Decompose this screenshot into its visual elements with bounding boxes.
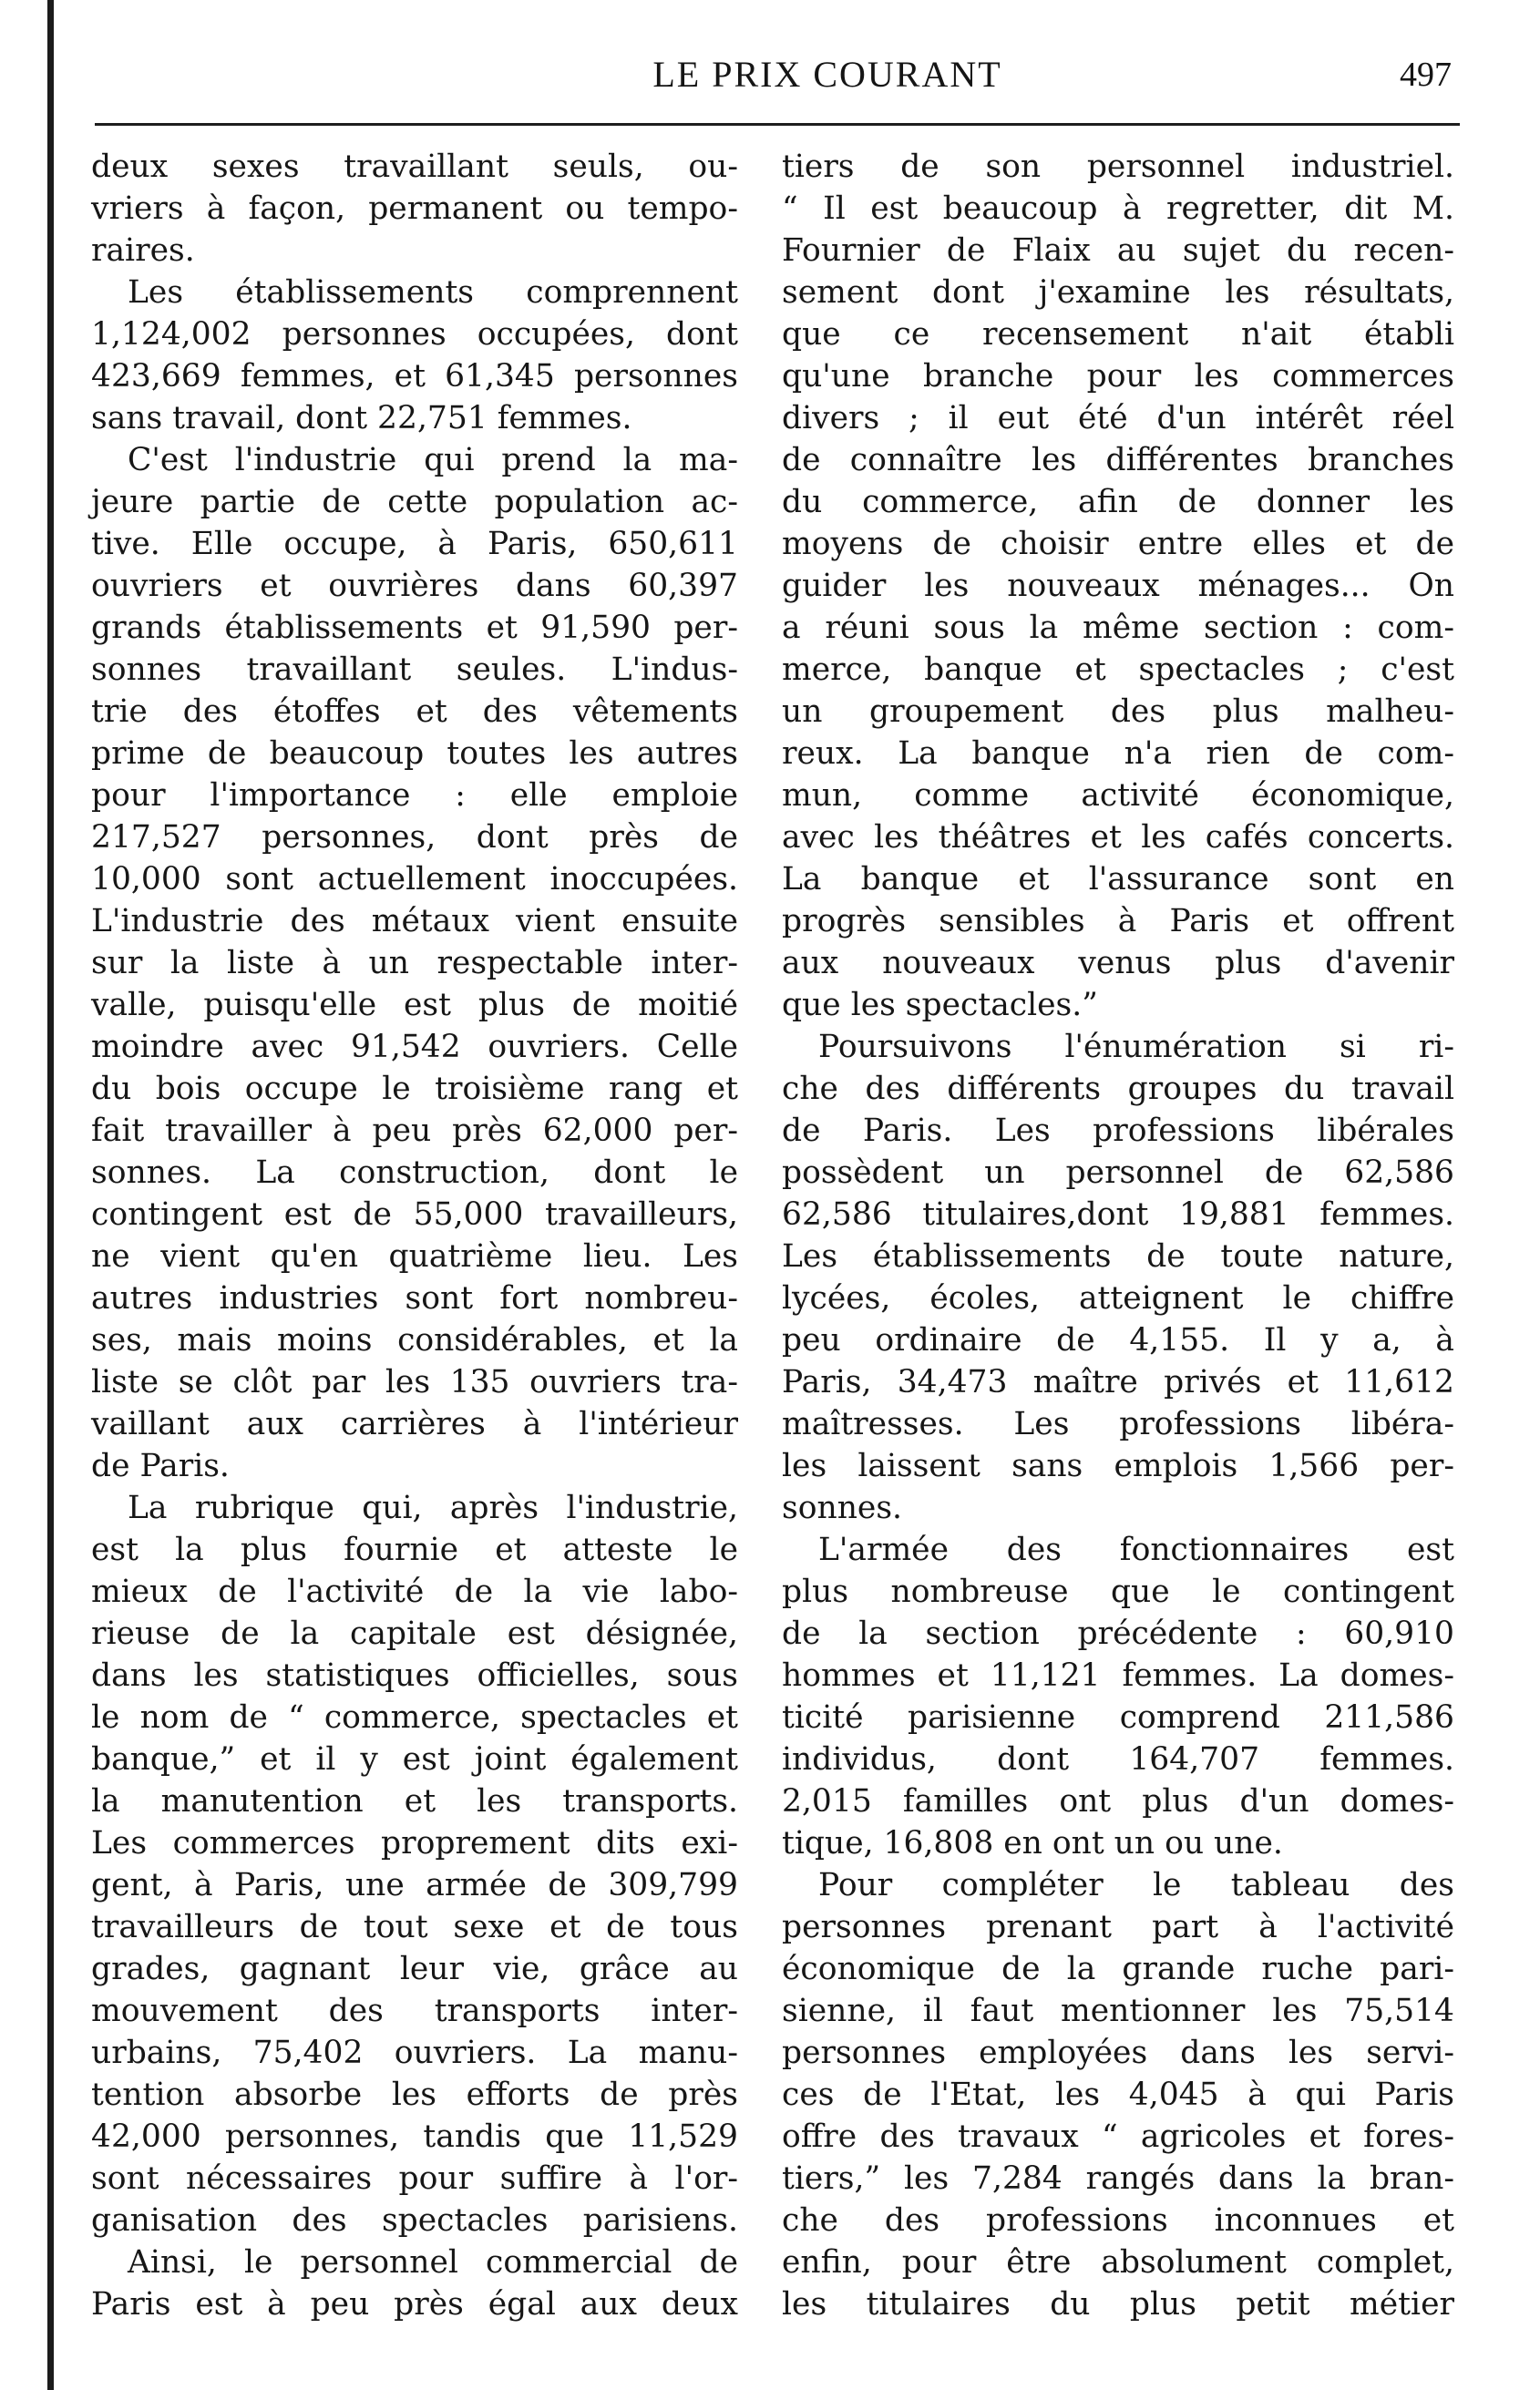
text-line: lycées, écoles, atteignent le chiffre: [782, 1280, 1454, 1317]
text-line: La rubrique qui, après l'industrie,: [128, 1490, 738, 1526]
binding-edge-line: [47, 0, 54, 2390]
page-number: 497: [1400, 56, 1452, 94]
text-line: merce, banque et spectacles ; c'est: [782, 651, 1454, 688]
text-line: offre des travaux “ agricoles et fores-: [782, 2118, 1454, 2155]
text-line: tive. Elle occupe, à Paris, 650,611: [91, 526, 738, 562]
text-line: la manutention et les transports.: [91, 1783, 738, 1820]
running-title: LE PRIX COURANT: [652, 54, 1002, 95]
text-line: Poursuivons l'énumération si ri-: [818, 1029, 1454, 1065]
text-line: individus, dont 164,707 femmes.: [782, 1741, 1454, 1778]
text-line: che des professions inconnues et: [782, 2202, 1454, 2239]
text-line: Paris est à peu près égal aux deux: [91, 2286, 738, 2323]
text-line: 217,527 personnes, dont près de: [91, 819, 738, 856]
text-line: pour l'importance : elle emploie: [91, 777, 738, 814]
text-line: “ Il est beaucoup à regretter, dit M.: [782, 190, 1454, 227]
text-line: plus nombreuse que le contingent: [782, 1574, 1454, 1610]
text-line: liste se clôt par les 135 ouvriers tra-: [91, 1364, 738, 1400]
text-line: ticité parisienne comprend 211,586: [782, 1699, 1454, 1736]
text-line: tiers,” les 7,284 rangés dans la bran-: [782, 2160, 1454, 2197]
text-line: maîtresses. Les professions libéra-: [782, 1406, 1454, 1442]
text-line: le nom de “ commerce, spectacles et: [91, 1699, 738, 1736]
text-line: de Paris. Les professions libérales: [782, 1113, 1454, 1149]
text-line: personnes prenant part à l'activité: [782, 1909, 1454, 1945]
text-line: progrès sensibles à Paris et offrent: [782, 903, 1454, 939]
right-text-column: [782, 146, 1454, 2325]
text-line: sonnes. La construction, dont le: [91, 1154, 738, 1191]
text-line: vaillant aux carrières à l'intérieur: [91, 1406, 738, 1442]
page-header: [91, 53, 1463, 108]
text-line: autres industries sont fort nombreu-: [91, 1280, 738, 1317]
text-line: 10,000 sont actuellement inoccupées.: [91, 861, 738, 898]
text-line: sement dont j'examine les résultats,: [782, 274, 1454, 311]
left-text-column: [91, 146, 738, 2325]
text-line: un groupement des plus malheu-: [782, 693, 1454, 730]
text-line: valle, puisqu'elle est plus de moitié: [91, 987, 738, 1023]
text-line: les titulaires du plus petit métier: [782, 2286, 1454, 2323]
text-line: de Paris.: [91, 1448, 230, 1484]
text-line: de connaître les différentes branches: [782, 442, 1454, 478]
text-line: Les commerces proprement dits exi-: [91, 1825, 738, 1862]
text-line: de la section précédente : 60,910: [782, 1616, 1454, 1652]
text-line: Paris, 34,473 maître privés et 11,612: [782, 1364, 1454, 1400]
text-line: du bois occupe le troisième rang et: [91, 1071, 738, 1107]
text-line: 1,124,002 personnes occupées, dont: [91, 316, 738, 353]
text-line: Les établissements comprennent: [128, 274, 738, 311]
text-line: ouvriers et ouvrières dans 60,397: [91, 568, 738, 604]
text-line: est la plus fournie et atteste le: [91, 1532, 738, 1568]
text-line: sienne, il faut mentionner les 75,514: [782, 1993, 1454, 2029]
text-line: sans travail, dont 22,751 femmes.: [91, 400, 632, 436]
text-line: grands établissements et 91,590 per-: [91, 610, 738, 646]
text-line: 42,000 personnes, tandis que 11,529: [91, 2118, 738, 2155]
text-line: ganisation des spectacles parisiens.: [91, 2202, 738, 2239]
text-line: ces de l'Etat, les 4,045 à qui Paris: [782, 2077, 1454, 2113]
text-line: divers ; il eut été d'un intérêt réel: [782, 400, 1454, 436]
text-line: sur la liste à un respectable inter-: [91, 945, 738, 981]
text-line: économique de la grande ruche pari-: [782, 1951, 1454, 1987]
text-line: dans les statistiques officielles, sous: [91, 1657, 738, 1694]
text-line: sonnes travaillant seules. L'indus-: [91, 651, 738, 688]
text-line: fait travailler à peu près 62,000 per-: [91, 1113, 738, 1149]
text-line: enfin, pour être absolument complet,: [782, 2244, 1454, 2281]
text-line: 62,586 titulaires,dont 19,881 femmes.: [782, 1196, 1454, 1233]
text-line: jeure partie de cette population ac-: [91, 484, 738, 520]
text-line: a réuni sous la même section : com-: [782, 610, 1454, 646]
text-line: mouvement des transports inter-: [91, 1993, 738, 2029]
text-line: mieux de l'activité de la vie labo-: [91, 1574, 738, 1610]
text-line: 423,669 femmes, et 61,345 personnes: [91, 358, 738, 395]
text-line: rieuse de la capitale est désignée,: [91, 1616, 738, 1652]
text-line: La banque et l'assurance sont en: [782, 861, 1454, 898]
text-line: que ce recensement n'ait établi: [782, 316, 1454, 353]
text-line: qu'une branche pour les commerces: [782, 358, 1454, 395]
text-line: trie des étoffes et des vêtements: [91, 693, 738, 730]
text-line: deux sexes travaillant seuls, ou-: [91, 149, 738, 185]
text-line: ne vient qu'en quatrième lieu. Les: [91, 1238, 738, 1275]
text-line: contingent est de 55,000 travailleurs,: [91, 1196, 738, 1233]
text-line: tention absorbe les efforts de près: [91, 2077, 738, 2113]
header-rule: [95, 123, 1460, 126]
text-line: Fournier de Flaix au sujet du recen-: [782, 232, 1454, 269]
text-line: raires.: [91, 232, 195, 269]
text-line: du commerce, afin de donner les: [782, 484, 1454, 520]
text-line: L'armée des fonctionnaires est: [818, 1532, 1454, 1568]
text-line: 2,015 familles ont plus d'un domes-: [782, 1783, 1454, 1820]
text-line: Les établissements de toute nature,: [782, 1238, 1454, 1275]
text-line: sonnes.: [782, 1490, 903, 1526]
text-line: personnes employées dans les servi-: [782, 2035, 1454, 2071]
text-line: C'est l'industrie qui prend la ma-: [128, 442, 738, 478]
text-line: guider les nouveaux ménages... On: [782, 568, 1454, 604]
text-line: hommes et 11,121 femmes. La domes-: [782, 1657, 1454, 1694]
text-line: mun, comme activité économique,: [782, 777, 1454, 814]
text-line: prime de beaucoup toutes les autres: [91, 735, 738, 772]
text-line: aux nouveaux venus plus d'avenir: [782, 945, 1454, 981]
text-line: reux. La banque n'a rien de com-: [782, 735, 1454, 772]
text-line: Pour compléter le tableau des: [818, 1867, 1454, 1903]
text-line: grades, gagnant leur vie, grâce au: [91, 1951, 738, 1987]
text-line: Ainsi, le personnel commercial de: [128, 2244, 738, 2281]
text-line: che des différents groupes du travail: [782, 1071, 1454, 1107]
text-line: moyens de choisir entre elles et de: [782, 526, 1454, 562]
text-line: ses, mais moins considérables, et la: [91, 1322, 738, 1359]
text-line: avec les théâtres et les cafés concerts.: [782, 819, 1454, 856]
text-line: les laissent sans emplois 1,566 per-: [782, 1448, 1454, 1484]
text-line: banque,” et il y est joint également: [91, 1741, 738, 1778]
text-line: tique, 16,808 en ont un ou une.: [782, 1825, 1283, 1862]
text-line: travailleurs de tout sexe et de tous: [91, 1909, 738, 1945]
text-line: urbains, 75,402 ouvriers. La manu-: [91, 2035, 738, 2071]
text-line: L'industrie des métaux vient ensuite: [91, 903, 738, 939]
text-line: vriers à façon, permanent ou tempo-: [91, 190, 738, 227]
text-line: possèdent un personnel de 62,586: [782, 1154, 1454, 1191]
text-line: sont nécessaires pour suffire à l'or-: [91, 2160, 738, 2197]
text-line: gent, à Paris, une armée de 309,799: [91, 1867, 738, 1903]
text-line: tiers de son personnel industriel.: [782, 149, 1454, 185]
text-line: moindre avec 91,542 ouvriers. Celle: [91, 1029, 738, 1065]
text-line: que les spectacles.”: [782, 987, 1098, 1023]
text-line: peu ordinaire de 4,155. Il y a, à: [782, 1322, 1454, 1359]
